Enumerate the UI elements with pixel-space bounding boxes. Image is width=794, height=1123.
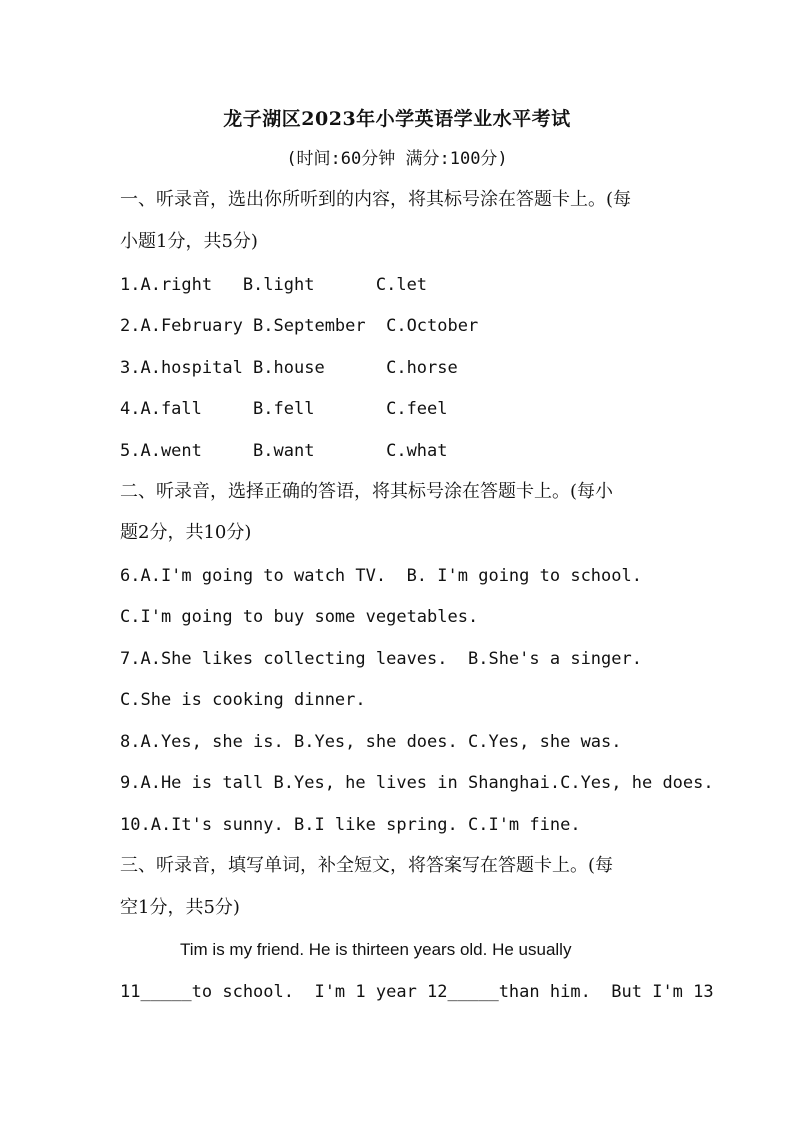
question-6: 6.A.I'm going to watch TV. B. I'm going to school.: [120, 566, 642, 586]
exam-subtitle: (时间:60分钟 满分:100分): [286, 149, 508, 169]
question-2: 2.A.February B.September C.October: [120, 316, 479, 336]
question-6-option-c: C.I'm going to buy some vegetables.: [120, 607, 479, 627]
question-8: 8.A.Yes, she is. B.Yes, she does. C.Yes, she was.: [120, 732, 622, 752]
section3-heading-line1: 三、听录音，填写单词，补全短文，将答案写在答题卡上。(每: [120, 855, 614, 876]
question-3: 3.A.hospital B.house C.horse: [120, 358, 458, 378]
passage-line-1: Tim is my friend. He is thirteen years old. He usually: [180, 940, 572, 959]
question-7: 7.A.She likes collecting leaves. B.She's a singer.: [120, 649, 642, 669]
question-5: 5.A.went B.want C.what: [120, 441, 448, 461]
section2-heading-line1: 二、听录音，选择正确的答语，将其标号涂在答题卡上。(每小: [120, 481, 614, 502]
section3-heading-line2: 空1分，共5分): [120, 897, 240, 918]
section1-heading-line1: 一、听录音，选出你所听到的内容，将其标号涂在答题卡上。(每: [120, 189, 632, 210]
section2-heading-line2: 题2分，共10分): [120, 522, 252, 543]
question-7-option-c: C.She is cooking dinner.: [120, 690, 366, 710]
question-10: 10.A.It's sunny. B.I like spring. C.I'm fine.: [120, 815, 581, 835]
section1-heading-line2: 小题1分，共5分): [120, 231, 258, 252]
exam-title: 龙子湖区2023年小学英语学业水平考试: [223, 108, 571, 130]
question-9: 9.A.He is tall B.Yes, he lives in Shanghai.C.Yes, he does.: [120, 773, 714, 793]
question-1: 1.A.right B.light C.let: [120, 275, 428, 295]
passage-line-2: 11_____to school. I'm 1 year 12_____than him. But I'm 13: [120, 982, 714, 1002]
question-4: 4.A.fall B.fell C.feel: [120, 399, 448, 419]
